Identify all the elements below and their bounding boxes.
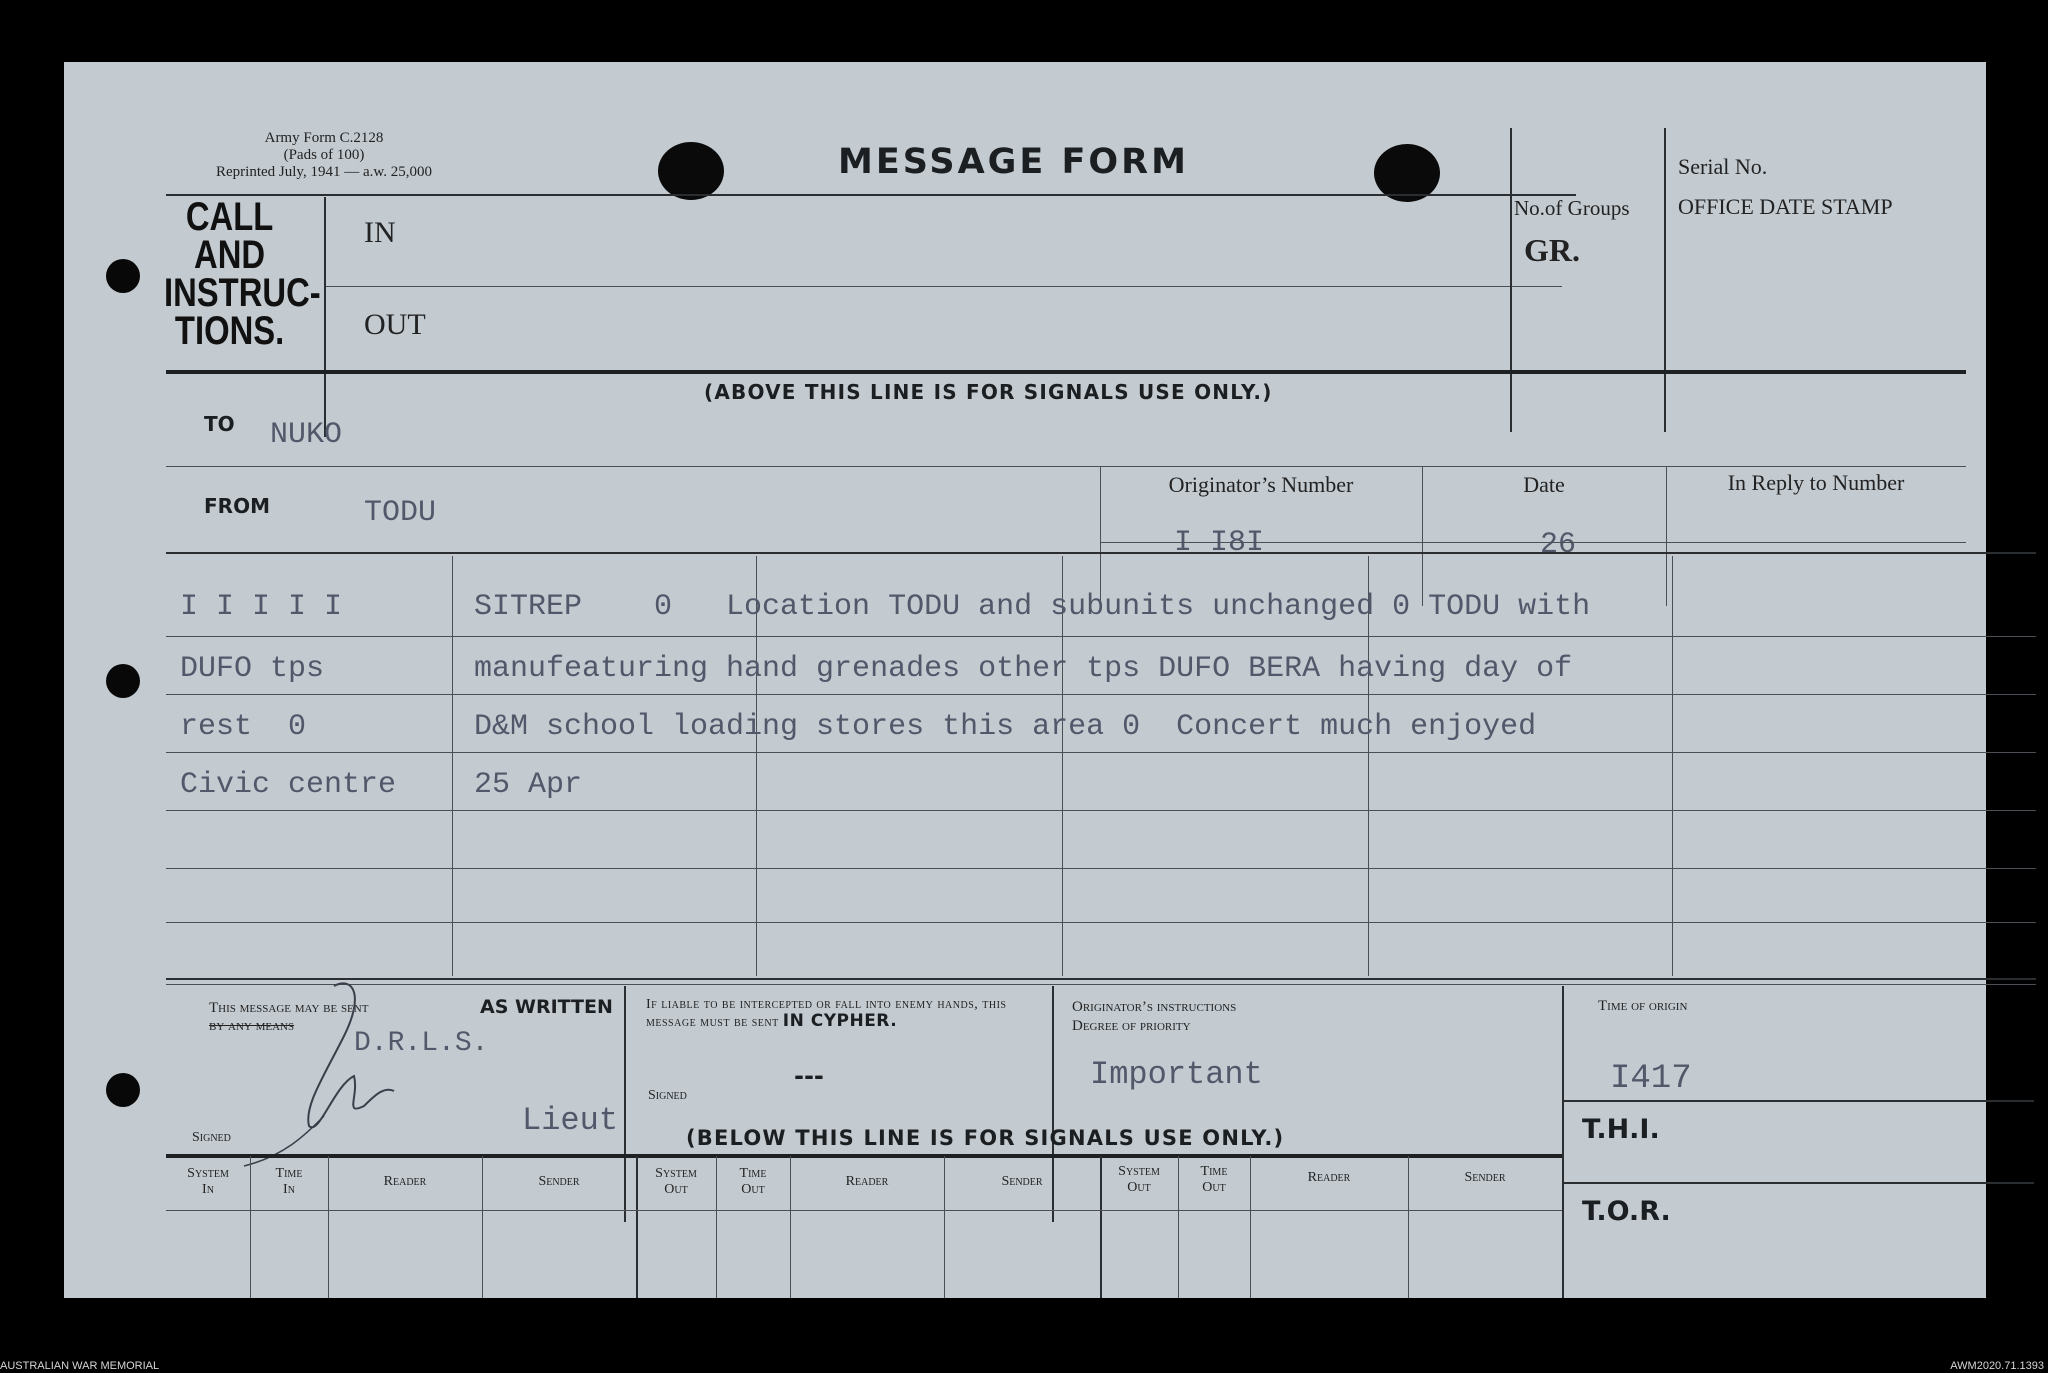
send-instruction-line1: This message may be sent — [209, 1000, 369, 1016]
priority-label: Degree of priority — [1072, 1018, 1191, 1034]
column-header-line: Sender — [1001, 1174, 1043, 1189]
divider — [1672, 556, 1673, 976]
column-header-line: Out — [741, 1182, 765, 1197]
to-value: NUKO — [270, 418, 343, 452]
message-line-b: D&M school loading stores this area 0 Concert much enjoyed — [474, 710, 1537, 744]
serial-label: Serial No. — [1678, 154, 1768, 179]
groups-label: No.of Groups — [1514, 196, 1630, 220]
archive-reference: AWM2020.71.1393 — [1950, 1360, 2044, 1372]
reply-number-label: In Reply to Number — [1727, 470, 1905, 495]
divider — [324, 197, 326, 437]
message-line-b: manufeaturing hand grenades other tps DUFO BERA having day of — [474, 652, 1573, 686]
divider — [166, 1210, 1562, 1211]
date-value: 26 — [1540, 528, 1577, 562]
divider — [166, 978, 2036, 980]
tor-label: T.O.R. — [1582, 1196, 1671, 1227]
column-header-line: System — [655, 1166, 697, 1181]
column-header-line: Out — [1127, 1180, 1151, 1195]
divider — [1562, 986, 1564, 1298]
signals-divider — [166, 370, 1966, 374]
divider — [452, 556, 453, 976]
column-header-line: Time — [275, 1166, 303, 1181]
form-id: Army Form C.2128 — [264, 130, 384, 146]
message-ruled-line — [166, 752, 2036, 753]
signals-column-header — [482, 1174, 636, 1190]
originator-number-label: Originator’s Number — [1168, 472, 1354, 497]
rank-value: Lieut — [522, 1102, 619, 1139]
call-label-line: INSTRUC- — [164, 271, 321, 315]
divider — [166, 466, 1966, 467]
signals-column-header — [328, 1174, 482, 1190]
cypher-note — [646, 996, 1026, 1031]
message-line-b: SITREP 0 Location TODU and subunits unchanged 0 TODU with — [474, 590, 1591, 624]
signals-column-header — [636, 1166, 716, 1198]
signals-column-header — [1250, 1170, 1408, 1186]
signals-divider — [166, 1154, 1562, 1158]
punch-hole — [106, 259, 140, 293]
signals-column-header — [1178, 1164, 1250, 1196]
message-line-a: DUFO tps — [180, 652, 325, 686]
column-header-line: System — [1118, 1164, 1160, 1179]
cypher-signed-label: Signed — [648, 1088, 687, 1103]
call-label-line: AND — [194, 233, 266, 277]
to-label: TO — [204, 412, 235, 436]
signals-column-header — [944, 1174, 1100, 1190]
message-form-sheet — [64, 62, 1986, 1298]
time-of-origin-value: I417 — [1610, 1060, 1692, 1098]
from-label: FROM — [204, 494, 270, 518]
in-cypher-label: IN CYPHER. — [782, 1011, 898, 1031]
column-header-line: Reader — [845, 1174, 889, 1189]
message-line-b: 25 Apr — [474, 768, 583, 802]
thi-label: T.H.I. — [1582, 1114, 1660, 1145]
form-identification — [194, 130, 454, 181]
priority-value: Important — [1090, 1056, 1263, 1093]
means-value: D.R.L.S. — [354, 1028, 489, 1059]
signals-above-note: (ABOVE THIS LINE IS FOR SIGNALS USE ONLY.) — [704, 380, 1273, 404]
signals-column-header — [716, 1166, 790, 1198]
column-header-line: Reader — [1307, 1170, 1351, 1185]
signals-column-header — [790, 1174, 944, 1190]
punch-hole — [106, 664, 140, 698]
send-instruction-line2: by any means — [209, 1018, 295, 1034]
originator-instructions-line: Originator’s instructions — [1072, 999, 1237, 1015]
column-header-line: Sender — [538, 1174, 580, 1189]
divider — [166, 194, 1576, 196]
message-ruled-line — [166, 810, 2036, 811]
binder-hole — [658, 142, 724, 200]
as-written-label: AS WRITTEN — [480, 996, 613, 1018]
message-ruled-line — [166, 636, 2036, 637]
divider — [326, 286, 1562, 287]
originator-instructions-label — [1072, 998, 1236, 1036]
divider — [166, 984, 2036, 985]
message-line-a: rest 0 — [180, 710, 307, 744]
divider — [1562, 1100, 2034, 1102]
signals-column-header — [1408, 1170, 1562, 1186]
column-header-line: Out — [664, 1182, 688, 1197]
form-reprint: Reprinted July, 1941 — a.w. 25,000 — [216, 164, 432, 180]
column-header-line: Sender — [1464, 1170, 1506, 1185]
originator-number-value: I I8I — [1174, 526, 1265, 560]
message-ruled-line — [166, 922, 2036, 923]
call-label-line: TIONS. — [174, 309, 285, 353]
call-instructions-label — [164, 195, 321, 353]
column-header-line: In — [283, 1182, 295, 1197]
message-ruled-line — [166, 868, 2036, 869]
signals-column-header — [166, 1166, 250, 1198]
message-line-a: I I I I I — [180, 590, 343, 624]
column-header-line: In — [202, 1182, 214, 1197]
date-label: Date — [1523, 472, 1565, 497]
divider — [1100, 542, 1966, 543]
form-pads: (Pads of 100) — [283, 147, 365, 163]
divider — [1562, 1182, 2034, 1184]
message-line-a: Civic centre — [180, 768, 397, 802]
column-header-line: Out — [1202, 1180, 1226, 1195]
column-header-line: System — [187, 1166, 229, 1181]
from-value: TODU — [364, 496, 437, 530]
in-label: IN — [364, 216, 396, 249]
punch-hole — [106, 1073, 140, 1107]
archive-credit: AUSTRALIAN WAR MEMORIAL — [0, 1360, 160, 1372]
divider — [1510, 128, 1512, 432]
divider — [1664, 128, 1666, 432]
cypher-text: If liable to be intercepted or fall into enemy hands, this message must be sent — [646, 997, 1007, 1030]
column-header-line: Reader — [383, 1174, 427, 1189]
signed-label: Signed — [192, 1130, 231, 1145]
signature-scrawl — [224, 966, 414, 1196]
column-header-line: Time — [739, 1166, 767, 1181]
message-ruled-line — [166, 694, 2036, 695]
signals-column-header — [250, 1166, 328, 1198]
signals-column-header — [1100, 1164, 1178, 1196]
groups-gr-label: GR. — [1524, 232, 1580, 268]
cypher-dashes: --- — [794, 1062, 824, 1090]
time-of-origin-label: Time of origin — [1598, 998, 1688, 1014]
form-title: MESSAGE FORM — [838, 142, 1189, 182]
divider — [166, 552, 2036, 554]
office-date-stamp-label: OFFICE DATE STAMP — [1678, 194, 1893, 219]
signals-below-note: (BELOW THIS LINE IS FOR SIGNALS USE ONLY.) — [686, 1126, 1285, 1150]
out-label: OUT — [364, 308, 426, 341]
column-header-line: Time — [1200, 1164, 1228, 1179]
call-label-line: CALL — [185, 195, 274, 239]
